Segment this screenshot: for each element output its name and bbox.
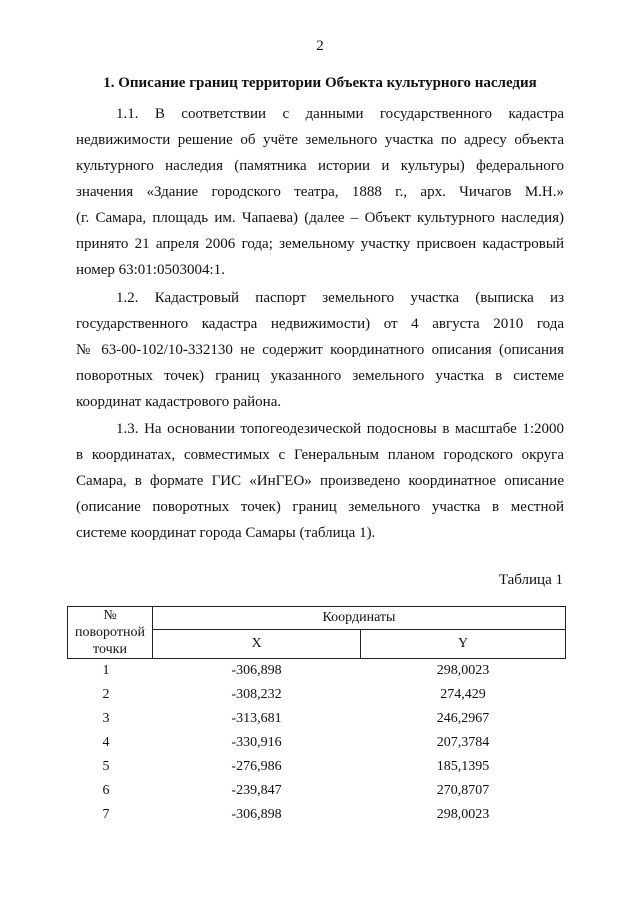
paragraph-line: (г. Самара, площадь им. Чапаева) (далее – Объект культурного наследия)	[76, 210, 564, 226]
paragraph-line: государственного кадастра недвижимости) от 4 августа 2010 года	[76, 316, 564, 332]
cell-y: 185,1395	[436, 759, 490, 774]
paragraph-line: значения «Здание городского театра, 1888 г., арх. Чичагов М.Н.»	[76, 184, 564, 200]
cell-y: 246,2967	[436, 711, 490, 726]
page-number: 2	[316, 38, 324, 54]
paragraph-line: поворотных точек) границ указанного земельного участка в системе	[76, 368, 564, 384]
header-no-sign: №	[103, 608, 117, 623]
paragraph-line: № 63-00-102/10-332130 не содержит координатного описания (описания	[76, 342, 564, 358]
cell-y: 298,0023	[436, 807, 490, 822]
cell-x: -239,847	[231, 783, 282, 798]
paragraph-1-3	[76, 416, 564, 546]
cell-y: 207,3784	[436, 735, 490, 750]
paragraph-line: Самара, в формате ГИС «ИнГЕО» произведено координатное описание	[76, 473, 564, 489]
table-caption: Таблица 1	[498, 572, 563, 588]
cell-point-number: 2	[102, 687, 110, 702]
cell-point-number: 4	[102, 735, 110, 750]
cell-y: 298,0023	[436, 663, 490, 678]
table-row	[68, 659, 566, 684]
header-point-number	[68, 607, 153, 659]
cell-y: 270,8707	[436, 783, 490, 798]
paragraph-line: в координатах, совместимых с Генеральным планом городского округа	[76, 447, 564, 463]
cell-point-number: 7	[102, 807, 110, 822]
paragraph-line: (описание поворотных точек) границ земельного участка в местной	[76, 499, 564, 515]
paragraph-line: 1.3. На основании топогеодезической подосновы в масштабе 1:2000	[116, 421, 564, 437]
header-y: Y	[361, 630, 566, 659]
paragraph-line: 1.2. Кадастровый паспорт земельного участка (выписка из	[116, 290, 564, 306]
paragraph-line: 1.1. В соответствии с данными государственного кадастра	[116, 106, 564, 122]
cell-x: -313,681	[231, 711, 282, 726]
paragraph-line: недвижимости решение об учёте земельного участка по адресу объекта	[76, 132, 564, 148]
table-row	[68, 779, 566, 803]
header-no-word-2: точки	[93, 642, 127, 657]
header-coordinates: Координаты	[153, 607, 566, 630]
paragraph-line: культурного наследия (памятника истории и культуры) федерального	[76, 158, 564, 174]
cell-x: -330,916	[231, 735, 282, 750]
cell-point-number: 6	[102, 783, 110, 798]
cell-x: -306,898	[231, 663, 282, 678]
section-heading: 1. Описание границ территории Объекта культурного наследия	[103, 75, 537, 91]
header-no-word-1: поворотной	[75, 625, 145, 640]
table-header-row	[68, 607, 566, 630]
cell-x: -306,898	[231, 807, 282, 822]
table-row	[68, 803, 566, 827]
cell-x: -308,232	[231, 687, 282, 702]
table-row	[68, 707, 566, 731]
cell-x: -276,986	[231, 759, 282, 774]
paragraph-line: координат кадастрового района.	[76, 394, 282, 410]
cell-y: 274,429	[440, 687, 486, 702]
header-x: X	[153, 630, 361, 659]
cell-point-number: 1	[102, 663, 110, 678]
paragraph-line: системе координат города Самары (таблица 1).	[76, 525, 376, 541]
table-row	[68, 731, 566, 755]
cell-point-number: 5	[102, 759, 110, 774]
paragraph-line: принято 21 апреля 2006 года; земельному участку присвоен кадастровый	[76, 236, 564, 252]
table-row	[68, 683, 566, 707]
paragraph-line: номер 63:01:0503004:1.	[76, 262, 225, 278]
paragraph-1-1	[76, 101, 564, 283]
paragraph-1-2	[76, 285, 564, 415]
coordinates-table	[67, 606, 566, 827]
table-row	[68, 755, 566, 779]
cell-point-number: 3	[102, 711, 110, 726]
